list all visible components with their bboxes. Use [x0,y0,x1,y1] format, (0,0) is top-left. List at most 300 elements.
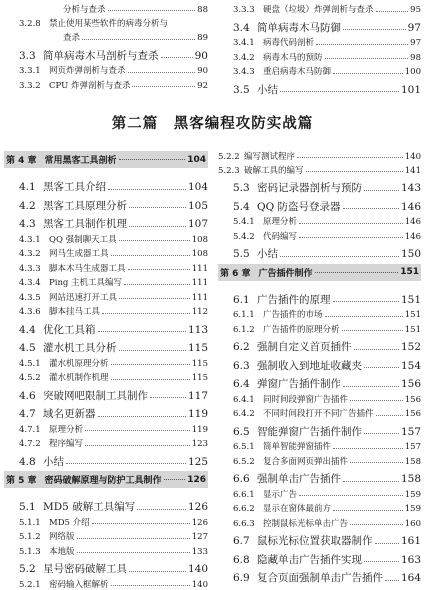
entry-title: 查杀 [63,33,81,43]
entry-number: 4.1 [19,181,36,193]
dot-leader [119,298,190,299]
page-number: 156 [404,409,421,419]
entry-number: 6.2 [233,341,250,353]
page-number: 158 [404,456,421,467]
page-number: 97 [407,21,421,34]
entry-title: 强制自定义首页插件 [257,341,352,353]
entry-number: 3.4.2 [233,52,255,63]
entry-title: 原理分析 [263,217,298,227]
dot-leader [364,433,399,434]
dot-leader [66,463,186,464]
entry-number: 6.6.3 [233,518,255,529]
entry-number: 5.1.3 [19,546,41,557]
toc-subsection-entry [218,390,421,405]
entry-title: 本地版 [49,546,75,557]
dot-leader [350,400,403,401]
entry-number: 6.4.1 [233,394,255,405]
page-number: 112 [191,307,208,317]
page-number: 143 [400,182,421,194]
part-title: 第二篇 黑客编程攻防实战篇 [111,116,314,132]
toc-subsection-entry [4,259,208,274]
toc-subsection-entry [218,499,421,514]
toc-section-entry [4,174,208,193]
page-number: 104 [187,154,206,165]
page-number: 98 [410,52,421,63]
dot-leader [128,269,190,270]
entry-number: 6.9 [233,572,250,584]
entry-title: 分析与查杀 [63,4,106,15]
page-number: 88 [197,4,208,15]
entry-number: 6.6.2 [233,504,255,514]
toc-subsection-entry [4,354,208,369]
toc-subsection-entry [4,288,208,303]
dot-leader [164,479,186,480]
entry-title: 突破网吧限制工具制作 [43,389,148,402]
entry-number: 6.8 [233,553,250,566]
page-number: 141 [404,165,421,176]
entry-number: 6.6.1 [233,489,255,500]
page-number: 140 [404,151,421,162]
toc-subsection-entry [218,437,421,452]
entry-number: 5.1.1 [19,517,41,528]
toc-subsection-entry [4,14,208,29]
toc-subsection-entry [4,273,208,288]
entry-title: 密码记录器剖析与预防 [257,182,362,194]
entry-title: 灌水机工具分析 [43,342,117,354]
entry-title: 黑客工具制作机理 [43,218,127,230]
entry-title: 原理分析 [49,424,84,435]
toc-section-entry [218,547,421,566]
entry-title: QQ 强制聊天工具 [49,234,117,245]
toc-section-entry [218,334,421,353]
entry-number: 3.4.3 [233,67,255,77]
toc-section-entry [4,193,208,212]
page-number: 146 [404,231,421,242]
toc-subsection-entry [218,320,421,335]
chapter-number: 第 6 章 [220,268,251,279]
toc-subsection-entry [218,404,421,419]
entry-number: 3.4.1 [233,38,255,48]
page-number: 119 [187,408,208,420]
page-number: 115 [191,373,208,383]
entry-number: 3.3.2 [19,80,41,91]
entry-title: 小结 [43,455,64,468]
entry-number: 6.7 [233,535,250,547]
entry-title: 智能弹窗广告插件制作 [257,425,362,438]
entry-title: QQ 防盗号登录器 [257,200,341,213]
dot-leader [375,543,399,544]
toc-subsection-entry [218,48,421,63]
chapter-heading [218,264,421,281]
toc-section-entry [218,466,421,485]
toc-subsection-entry [4,368,208,383]
page-number: 151 [404,310,421,320]
dot-leader [111,379,190,380]
dot-leader [150,397,186,398]
entry-number: 4.5.1 [19,358,41,369]
page-number: 100 [404,67,421,77]
entry-title: 简单病毒木马剖析与查杀 [43,49,159,62]
page-number: 163 [400,553,421,566]
page-number: 90 [194,49,208,62]
dot-leader [111,255,190,256]
dot-leader [364,190,399,191]
toc-section-entry [4,449,208,468]
page-number: 159 [404,504,421,514]
entry-number: 4.3.2 [19,249,41,259]
entry-number: 3.3 [19,49,36,62]
toc-section-entry [218,419,421,438]
page-number: 123 [191,439,208,449]
entry-number: 4.3.5 [19,292,41,303]
page-number: 104 [187,181,208,193]
entry-number: 5.4.1 [233,217,255,227]
entry-title: 复合多面网页弹出插件 [263,456,349,467]
dot-leader [129,571,186,572]
chapter-title: 常用黑客工具剖析 [44,156,117,166]
entry-title: 简单病毒木马防御 [257,21,341,34]
toc-section-entry [4,494,208,513]
entry-number: 6.5.1 [233,442,255,452]
dot-leader [108,10,196,11]
chapter-number: 第 4 章 [6,156,37,166]
toc-subsection-entry [218,212,421,227]
page-number: 115 [191,358,208,369]
page-number: 111 [191,278,208,288]
toc-subsection-entry [218,227,421,242]
page-number: 127 [191,532,208,542]
entry-title: 代码编写 [263,231,298,242]
entry-title: 灌水机制作机理 [49,373,109,383]
toc-subsection-entry [4,527,208,542]
entry-number: 4.7.1 [19,424,41,435]
dot-leader [315,272,399,273]
toc-subsection-entry [218,33,421,48]
dot-leader [350,524,403,525]
page-number: 161 [400,535,421,547]
dot-leader [98,416,186,417]
dot-leader [333,448,403,449]
entry-title: 复合页面强制单击广告插件 [257,572,383,584]
dot-leader [333,73,403,74]
entry-number: 4.2 [19,199,36,212]
dot-leader [129,226,186,227]
toc-section-entry [218,241,421,260]
page-number: 126 [187,501,208,513]
entry-title: 禁止使用某些软件的病毒分析与 [49,19,169,29]
entry-title: MD5 介绍 [49,517,90,528]
dot-leader [342,330,403,331]
toc-section-entry [4,556,208,575]
entry-number: 3.2.8 [19,19,41,29]
dot-leader [333,510,403,511]
entry-number: 4.6 [19,389,36,402]
entry-number: 4.5 [19,342,36,354]
dot-leader [343,386,399,387]
chapter-number: 第 5 章 [6,476,37,486]
dot-leader [364,561,399,562]
entry-number: 6.1 [233,293,250,306]
page-number: 160 [404,518,421,529]
entry-title: 脚本挂马工具 [49,307,101,317]
page-number: 157 [400,425,421,438]
toc-subsection-entry [218,0,421,15]
entry-number: 4.7 [19,408,36,420]
page-number: 107 [187,218,208,230]
dot-leader [102,313,190,314]
entry-number: 6.4 [233,378,250,390]
entry-title: 隐藏单击广告插件实现 [257,553,362,566]
entry-number: 6.5 [233,425,250,438]
dot-leader [119,159,186,160]
page-number: 126 [187,474,206,485]
entry-title: 广告插件的市场 [263,310,323,320]
entry-number: 6.5.2 [233,456,255,467]
dot-leader [299,237,403,238]
page-number: 146 [400,200,421,213]
entry-number: 3.4 [233,21,250,34]
toc-subsection-entry [4,542,208,557]
dot-leader [92,523,190,524]
toc-subsection-entry [4,420,208,435]
dot-leader [354,349,399,350]
page-number: 152 [400,341,421,353]
entry-title: 广告插件的原理 [257,293,331,306]
dot-leader [325,58,409,59]
entry-title: 弹窗广告插件制作 [257,378,341,390]
toc-subsection-entry [218,485,421,500]
dot-leader [129,207,186,208]
dot-leader [98,331,186,332]
entry-number: 5.3 [233,182,250,194]
toc-subsection-entry [4,302,208,317]
entry-number: 5.2.1 [19,579,41,590]
toc-subsection-entry [218,514,421,529]
toc-subsection-entry [218,161,421,175]
page-number: 151 [404,324,421,335]
dot-leader [299,223,403,224]
toc-right-column [218,147,421,584]
entry-title: 显示在窗体最前方 [263,504,332,514]
entry-title: 病毒代码剖析 [263,38,315,48]
page-number: 111 [191,263,208,274]
entry-number: 4.3 [19,218,36,230]
entry-title: 脚本木马生成器工具 [49,263,126,274]
page-number: 156 [400,378,421,390]
page-number: 113 [187,323,208,336]
toc-section-entry [218,528,421,547]
entry-title: 重启病毒木马防御 [263,67,332,77]
page-number: 159 [404,489,421,500]
dot-leader [350,462,403,463]
dot-leader [376,11,409,12]
entry-title: 破解工具的编写 [244,165,304,176]
page-number: 89 [197,33,208,43]
entry-title: 广告插件的原理分析 [263,324,340,335]
toc-subsection-entry [4,76,208,91]
entry-title: 优化工具箱 [43,323,96,336]
entry-number: 4.3.6 [19,307,41,317]
dot-leader [297,157,403,158]
toc-subsection-entry [4,434,208,449]
entry-title: 灌水机原理分析 [49,358,109,369]
entry-number: 5.4 [233,200,250,213]
toc-subsection-entry [218,305,421,320]
dot-leader [111,585,190,586]
page-number: 125 [187,455,208,468]
toc-section-entry [218,565,421,584]
entry-title: 域名更新器 [43,408,96,420]
entry-number: 4.7.2 [19,439,41,449]
entry-number: 5.5 [233,248,250,260]
page-number: 140 [191,579,208,590]
page-number: 95 [410,5,421,15]
toc-section-entry [4,335,208,354]
entry-title: 星号密码破解工具 [43,563,127,575]
entry-title: 硬盘（垃圾）炸弹剖析与查杀 [263,5,374,15]
page-number: 140 [187,563,208,575]
toc-left-column [4,147,208,589]
entry-title: 强制单击广告插件 [257,473,341,485]
entry-title: 网站迅速打开工具 [49,292,118,303]
entry-title: 黑客工具介绍 [43,181,106,193]
page-number: 92 [197,80,208,91]
dot-leader [137,509,186,510]
toc-subsection-entry [218,452,421,467]
page-number: 97 [410,38,421,48]
toc-section-entry [4,43,208,62]
page-number: 117 [187,389,208,402]
entry-number: 6.4.2 [233,409,255,419]
page-number: 111 [191,292,208,303]
dot-leader [299,495,403,496]
dot-leader [85,430,190,431]
page-number: 126 [191,517,208,528]
page-number: 151 [400,267,419,277]
chapter-heading [4,151,208,168]
page-number: 156 [404,394,421,405]
dot-leader [325,316,403,317]
dot-leader [280,91,399,92]
page-number: 119 [191,424,208,435]
dot-leader [316,44,408,45]
entry-number: 4.4 [19,323,36,336]
entry-number: 5.2.3 [218,165,240,176]
toc-subsection-entry [4,29,208,43]
page-number: 105 [187,199,208,212]
entry-number: 3.5 [233,83,250,96]
entry-number: 4.3.4 [19,278,41,288]
dot-leader [343,29,406,30]
page-number: 108 [191,234,208,245]
dot-leader [119,240,190,241]
dot-leader [82,39,195,40]
dot-leader [77,552,190,553]
dot-leader [364,367,399,368]
dot-leader [385,580,399,581]
page-number: 157 [404,442,421,452]
entry-title: 网络版 [49,532,75,542]
toc-section-entry [218,287,421,306]
entry-title: Ping 主机工具编写 [49,278,123,288]
toc-section-entry [4,383,208,402]
toc-section-entry [218,175,421,194]
entry-number: 4.3.1 [19,234,41,245]
entry-title: 黑客工具原理分析 [43,199,127,212]
entry-number: 5.4.2 [233,231,255,242]
page-number: 150 [400,248,421,260]
page-number: 101 [400,83,421,96]
entry-title: 小结 [257,83,278,96]
entry-number: 5.1 [19,501,36,513]
page-number: 151 [400,293,421,306]
page-number: 108 [191,249,208,259]
toc-subsection-entry [4,244,208,259]
dot-leader [343,481,399,482]
toc-section-entry [4,317,208,336]
page-number: 146 [404,217,421,227]
entry-title: 程序编写 [49,439,84,449]
toc-subsection-entry [4,513,208,528]
entry-title: CPU 炸弹剖析与查杀 [49,80,131,91]
entry-title: 简单智能弹窗插件 [263,442,332,452]
dot-leader [111,364,190,365]
entry-title: 网马生成器工具 [49,249,109,259]
chapter-title: 广告插件制作 [258,268,313,279]
page-number: 133 [191,546,208,557]
toc-subsection-entry [4,61,208,76]
toc-subsection-entry [218,147,421,161]
entry-number: 6.6 [233,473,250,485]
entry-number: 4.3.3 [19,263,41,274]
toc-top-left [4,0,208,90]
entry-number: 5.2 [19,563,36,575]
toc-section-entry [218,353,421,372]
entry-title: 同时间段弹窗广告插件 [263,394,349,405]
page-number: 154 [400,359,421,372]
dot-leader [85,445,190,446]
page-number: 164 [400,572,421,584]
entry-number: 3.3.1 [19,66,41,76]
entry-title: 不同时间段打开不同广告插件 [263,409,374,419]
entry-title: 显示广告 [263,489,298,500]
toc-section-entry [218,194,421,213]
dot-leader [280,256,399,257]
toc-section-entry [218,15,421,34]
entry-title: 鼠标光标位置获取器制作 [257,535,373,547]
toc-subsection-entry [4,230,208,245]
dot-leader [333,301,399,302]
toc-section-entry [218,77,421,96]
dot-leader [376,415,403,416]
dot-leader [119,350,186,351]
entry-number: 4.5.2 [19,373,41,383]
entry-title: 小结 [257,248,278,260]
entry-number: 6.1.1 [233,310,255,320]
entry-number: 4.8 [19,455,36,468]
entry-number: 3.3.3 [233,5,255,15]
entry-title: 网页炸弹剖析与查杀 [49,66,126,76]
entry-number: 5.2.2 [218,151,240,162]
chapter-heading [4,471,208,488]
dot-leader [128,72,196,73]
dot-leader [306,171,403,172]
page-number: 115 [187,342,208,354]
chapter-title: 密码破解原理与防护工具制作 [44,476,162,486]
dot-leader [132,86,195,87]
dot-leader [343,208,399,209]
dot-leader [161,57,193,58]
